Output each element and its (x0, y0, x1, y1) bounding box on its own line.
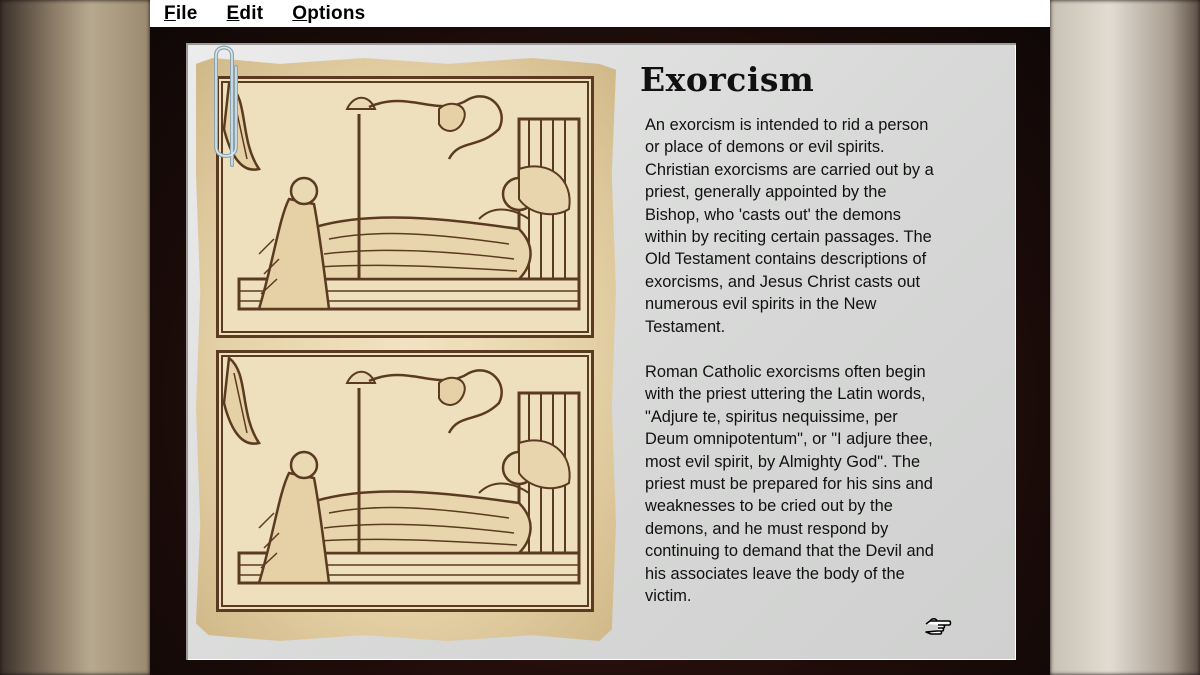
woodcut-drawing-bottom (219, 353, 591, 609)
application-window (150, 0, 1050, 675)
paperclip-icon (208, 37, 242, 171)
article-title: Exorcism (640, 60, 815, 99)
menu-bar (150, 0, 1050, 27)
menu-file-mnemonic: F (164, 2, 176, 24)
menu-edit-mnemonic: E (226, 2, 240, 24)
menu-edit-label: dit (239, 2, 264, 24)
menu-file[interactable] (164, 3, 198, 25)
menu-file-label: ile (175, 2, 198, 24)
woodcut-illustration-top (216, 76, 594, 338)
letterbox-right (1050, 0, 1200, 675)
article-paragraph-2: Roman Catholic exorcisms often begin with the priest uttering the Latin words, "Adjure te, spiritus nequissime, per Deum omnipotentum", or "I adjure thee, most evil spirit, by Almighty God". The priest must be prepared for his sins and weaknesses to be cried out by the demons, and he must respond by continuing to demand that the Devil and his associates leave the body of the victim. (645, 363, 934, 606)
letterbox-left (0, 0, 150, 675)
menu-options-label: ptions (307, 2, 366, 24)
parchment-card (196, 58, 616, 641)
woodcut-drawing-top (219, 79, 591, 335)
menu-options[interactable] (292, 3, 365, 25)
menu-edit[interactable] (227, 3, 264, 25)
menu-options-mnemonic: O (292, 2, 308, 24)
woodcut-illustration-bottom (216, 350, 594, 612)
pointing-hand-icon[interactable] (924, 615, 952, 637)
article-paragraph-1: An exorcism is intended to rid a person or place of demons or evil spirits. Christian exorcisms are carried out by a priest, generally appointed by the Bishop, who 'casts out' the demons within by reciting certain passages. The Old Testament contains descriptions of exorcisms, and Jesus Christ casts out numerous evil spirits in the New Testament. (645, 116, 934, 336)
